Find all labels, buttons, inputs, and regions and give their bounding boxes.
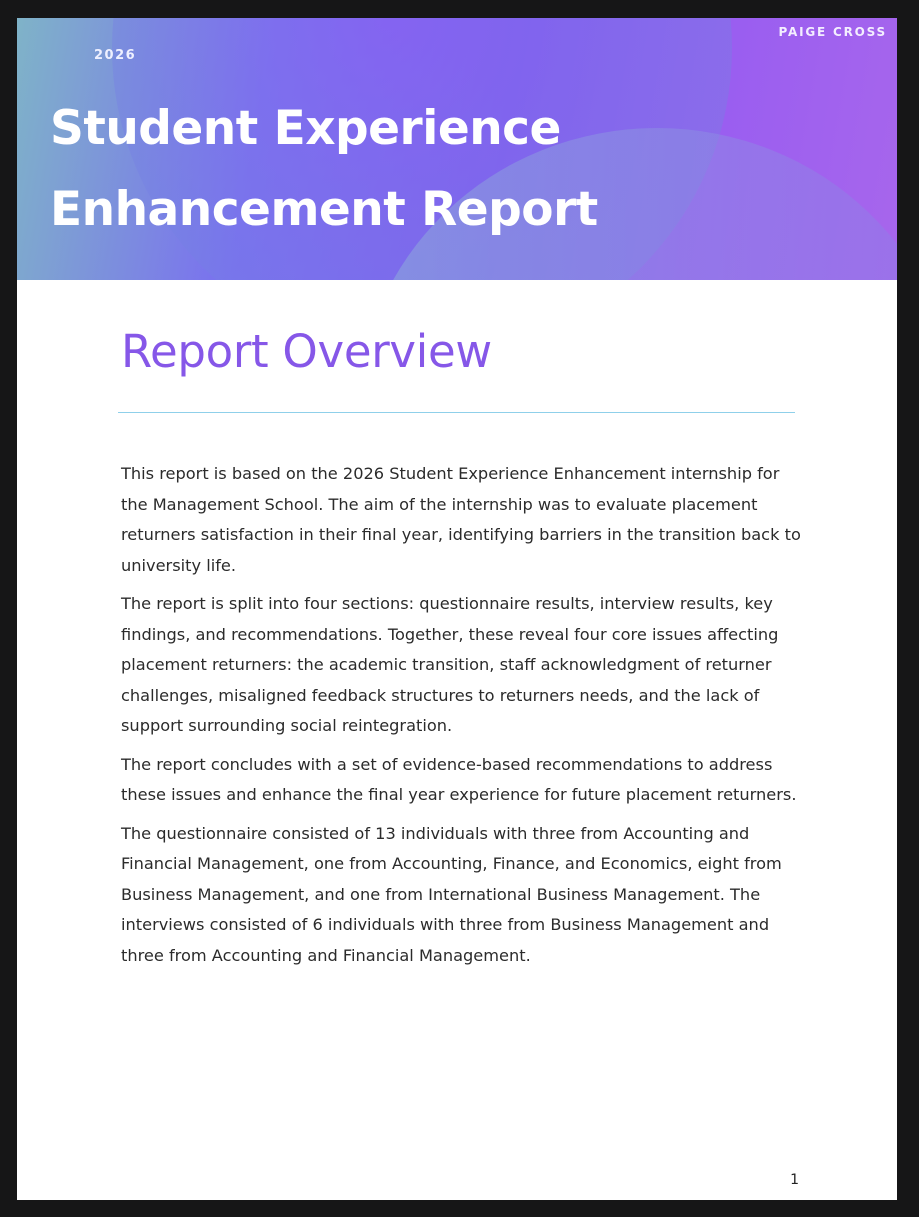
overview-body: [121, 459, 801, 979]
report-title-line-2: Enhancement Report: [50, 182, 598, 237]
report-title: [50, 88, 598, 250]
overview-paragraph-1: This report is based on the 2026 Student Experience Enhancement internship for the Management School. The aim of the internship was to evaluate placement returners satisfaction in their final year, identifying barriers in the transition back to university life.: [121, 464, 801, 575]
page-number: 1: [790, 1172, 799, 1188]
overview-paragraph-3: The report concludes with a set of evidence-based recommendations to address these issues and enhance the final year experience for future placement returners.: [121, 754, 797, 804]
document-page: [17, 18, 897, 1200]
report-title-line-1: Student Experience: [50, 101, 561, 156]
overview-paragraph-4: The questionnaire consisted of 13 individuals with three from Accounting and Financial Management, one from Accounting, Finance, and Economics, eight from Business Management, and one from International Business Management. The interviews consisted of 6 individuals with three from Business Management and three from Accounting and Financial Management.: [121, 823, 782, 965]
overview-paragraph-2: The report is split into four sections: questionnaire results, interview results, key findings, and recommendations. Together, these reveal four core issues affecting placement returners: the academic transition, staff acknowledgment of returner challenges, misaligned feedback structures to returners needs, and the lack of support surrounding social reintegration.: [121, 594, 779, 735]
author-name: PAIGE CROSS: [778, 25, 887, 39]
section-title: Report Overview: [121, 325, 492, 378]
report-year: 2026: [94, 48, 137, 63]
section-divider: [118, 412, 795, 413]
header-banner: [17, 18, 897, 280]
